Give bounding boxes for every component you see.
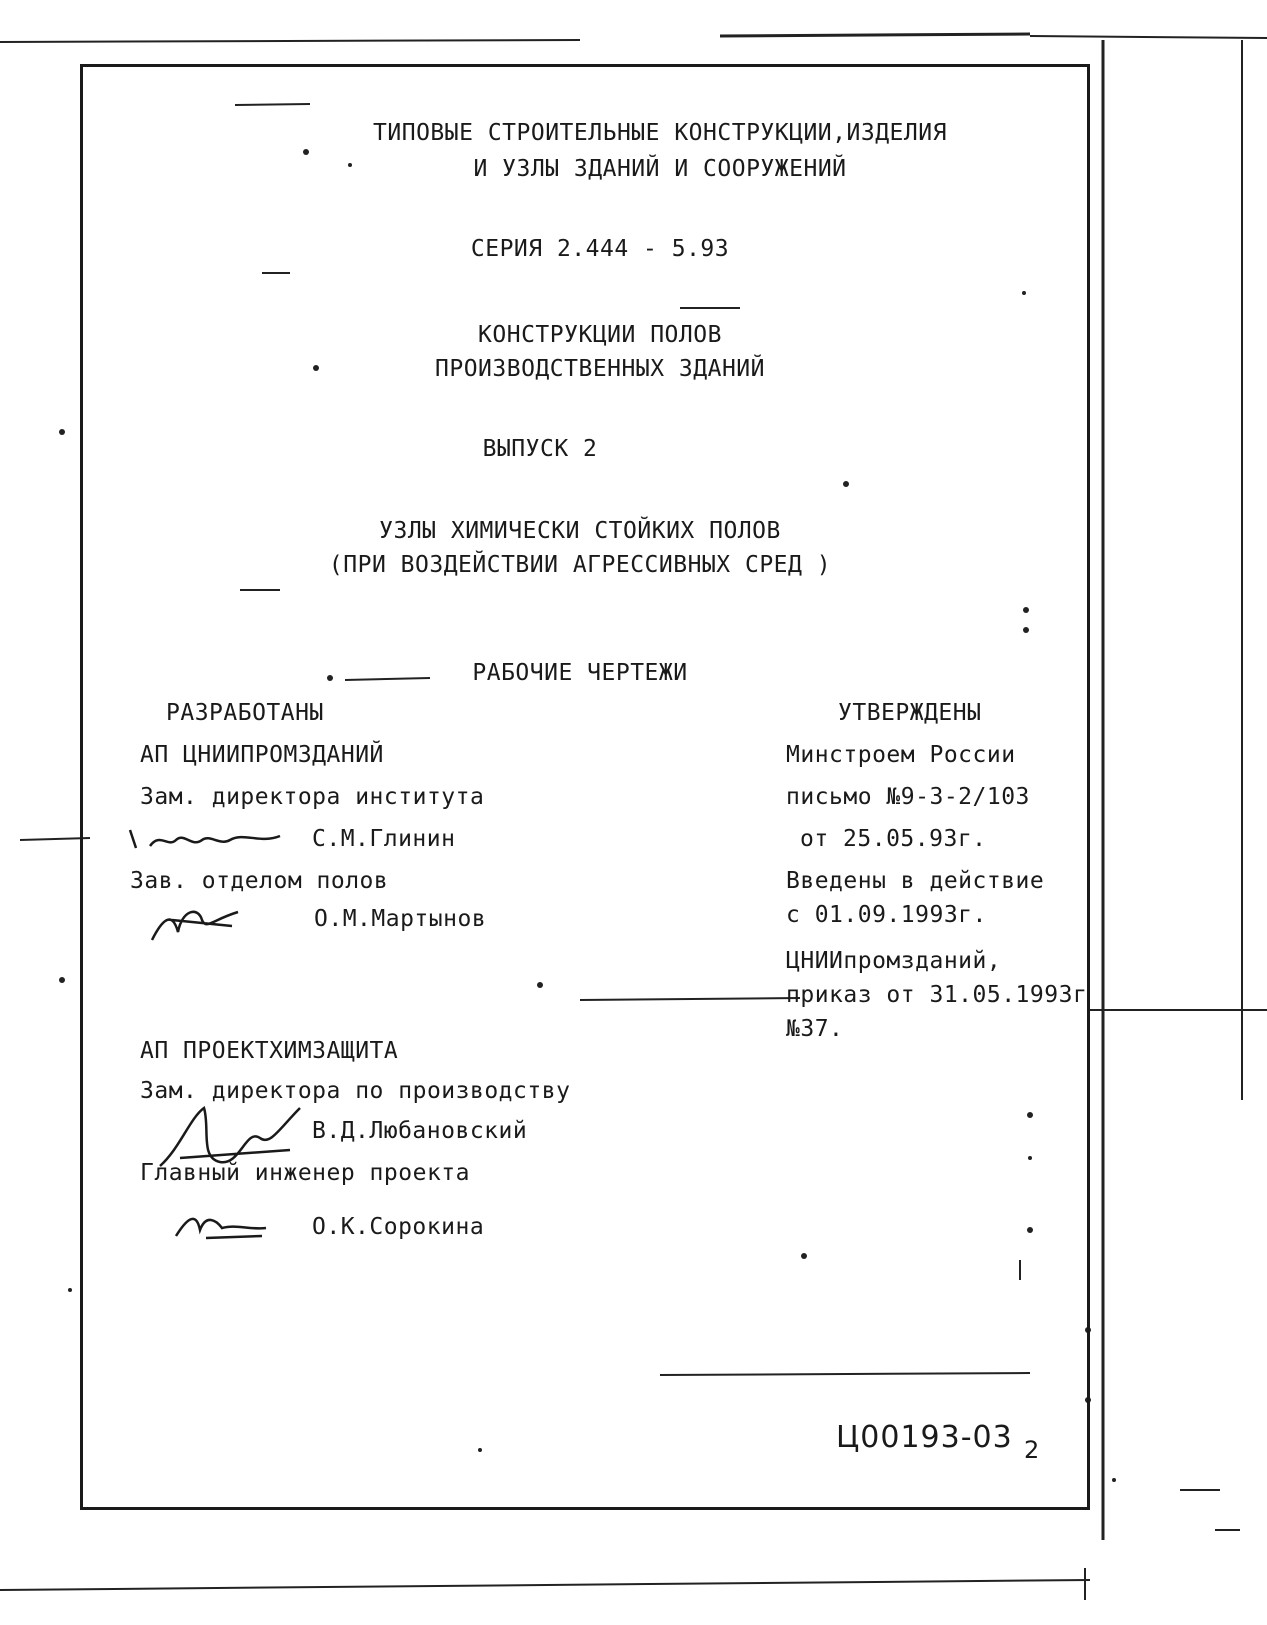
approved-line-7: приказ от 31.05.1993г [786, 982, 1088, 1008]
sheet-number: 2 [1024, 1436, 1041, 1464]
developer-role-2: Зав. отделом полов [130, 868, 389, 894]
developed-heading: РАЗРАБОТАНЫ [166, 700, 324, 726]
header-line-2: И УЗЛЫ ЗДАНИЙ И СООРУЖЕНИЙ [473, 156, 847, 182]
document-type: РАБОЧИЕ ЧЕРТЕЖИ [472, 660, 688, 686]
approved-line-5: с 01.09.1993г. [786, 902, 987, 928]
approved-heading: УТВЕРЖДЕНЫ [838, 700, 982, 726]
title-line-2: ПРОИЗВОДСТВЕННЫХ ЗДАНИЙ [435, 356, 765, 382]
header-line-1: ТИПОВЫЕ СТРОИТЕЛЬНЫЕ КОНСТРУКЦИИ,ИЗДЕЛИЯ [373, 120, 947, 146]
signature-4 [166, 1200, 276, 1250]
approved-line-6: ЦНИИпромзданий, [786, 948, 1002, 974]
developer-name-4: О.К.Сорокина [312, 1214, 485, 1240]
approved-line-3: от 25.05.93г. [800, 826, 987, 852]
approved-line-8: №37. [786, 1016, 844, 1042]
signature-2 [142, 890, 252, 950]
approved-line-1: Минстроем России [786, 742, 1016, 768]
title-line-1: КОНСТРУКЦИИ ПОЛОВ [478, 322, 722, 348]
issue-number: ВЫПУСК 2 [482, 436, 598, 462]
signature-1 [110, 818, 310, 858]
subtitle-line-2: (ПРИ ВОЗДЕЙСТВИИ АГРЕССИВНЫХ СРЕД ) [328, 552, 832, 578]
inventory-code: Ц00193-03 [836, 1420, 1013, 1455]
series-number: СЕРИЯ 2.444 - 5.93 [470, 236, 730, 262]
approved-line-4: Введены в действие [786, 868, 1045, 894]
developer-org-2: АП ПРОЕКТХИМЗАЩИТА [140, 1038, 399, 1064]
developer-org-1: АП ЦНИИПРОМЗДАНИЙ [140, 742, 384, 768]
developer-name-3: В.Д.Любановский [312, 1118, 528, 1144]
developer-role-4: Главный инженер проекта [140, 1160, 470, 1186]
developer-name-1: С.М.Глинин [312, 826, 456, 852]
developer-name-2: О.М.Мартынов [314, 906, 487, 932]
subtitle-line-1: УЗЛЫ ХИМИЧЕСКИ СТОЙКИХ ПОЛОВ [379, 518, 781, 544]
approved-line-2: письмо №9-3-2/103 [786, 784, 1030, 810]
developer-role-3: Зам. директора по производству [140, 1078, 571, 1104]
developer-role-1: Зам. директора института [140, 784, 485, 810]
